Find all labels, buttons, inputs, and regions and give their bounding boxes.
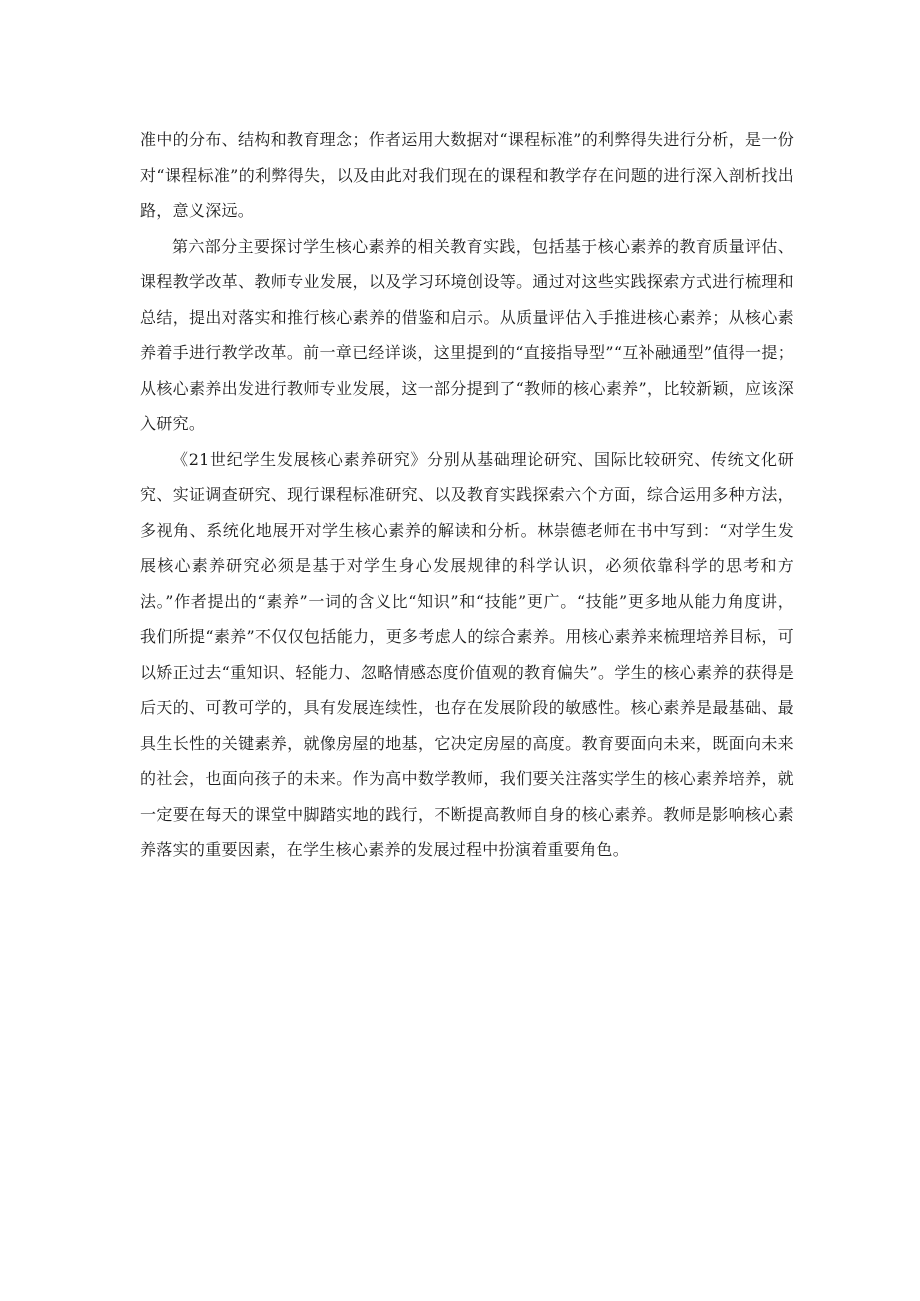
paragraph-3: 《21世纪学生发展核心素养研究》分别从基础理论研究、国际比较研究、传统文化研究、实证调查研究、现行课程标准研究、以及教育实践探索六个方面，综合运用多种方法，多视角、系统化地展开对学生核心素养的解读和分析。林崇德老师在书中写到：“对学生发展核心素养研究必须是基于对学生身心发展规律的科学认识，必须依靠科学的思考和方法。”作者提出的“素养”一词的含义比“知识”和“技能”更广。“技能”更多地从能力角度讲，我们所提“素养”不仅仅包括能力，更多考虑人的综合素养。用核心素养来梳理培养目标，可以矫正过去“重知识、轻能力、忽略情感态度价值观的教育偏失”。学生的核心素养的获得是后天的、可教可学的，具有发展连续性，也存在发展阶段的敏感性。核心素养是最基础、最具生长性的关键素养，就像房屋的地基，它决定房屋的高度。教育要面向未来，既面向未来的社会，也面向孩子的未来。作为高中数学教师，我们要关注落实学生的核心素养培养，就一定要在每天的课堂中脚踏实地的践行，不断提高教师自身的核心素养。教师是影响核心素养落实的重要因素，在学生核心素养的发展过程中扮演着重要角色。 (140, 449, 794, 859)
document-body (140, 122, 794, 868)
paragraph-2: 第六部分主要探讨学生核心素养的相关教育实践，包括基于核心素养的教育质量评估、课程教学改革、教师专业发展，以及学习环境创设等。通过对这些实践探索方式进行梳理和总结，提出对落实和推行核心素养的借鉴和启示。从质量评估入手推进核心素养；从核心素养着手进行教学改革。前一章已经详谈，这里提到的“直接指导型”“互补融通型”值得一提；从核心素养出发进行教师专业发展，这一部分提到了“教师的核心素养”，比较新颖，应该深入研究。 (140, 236, 794, 433)
paragraph-1: 准中的分布、结构和教育理念；作者运用大数据对“课程标准”的利弊得失进行分析，是一份对“课程标准”的利弊得失，以及由此对我们现在的课程和教学存在问题的进行深入剖析找出路，意义深远。 (140, 130, 794, 220)
